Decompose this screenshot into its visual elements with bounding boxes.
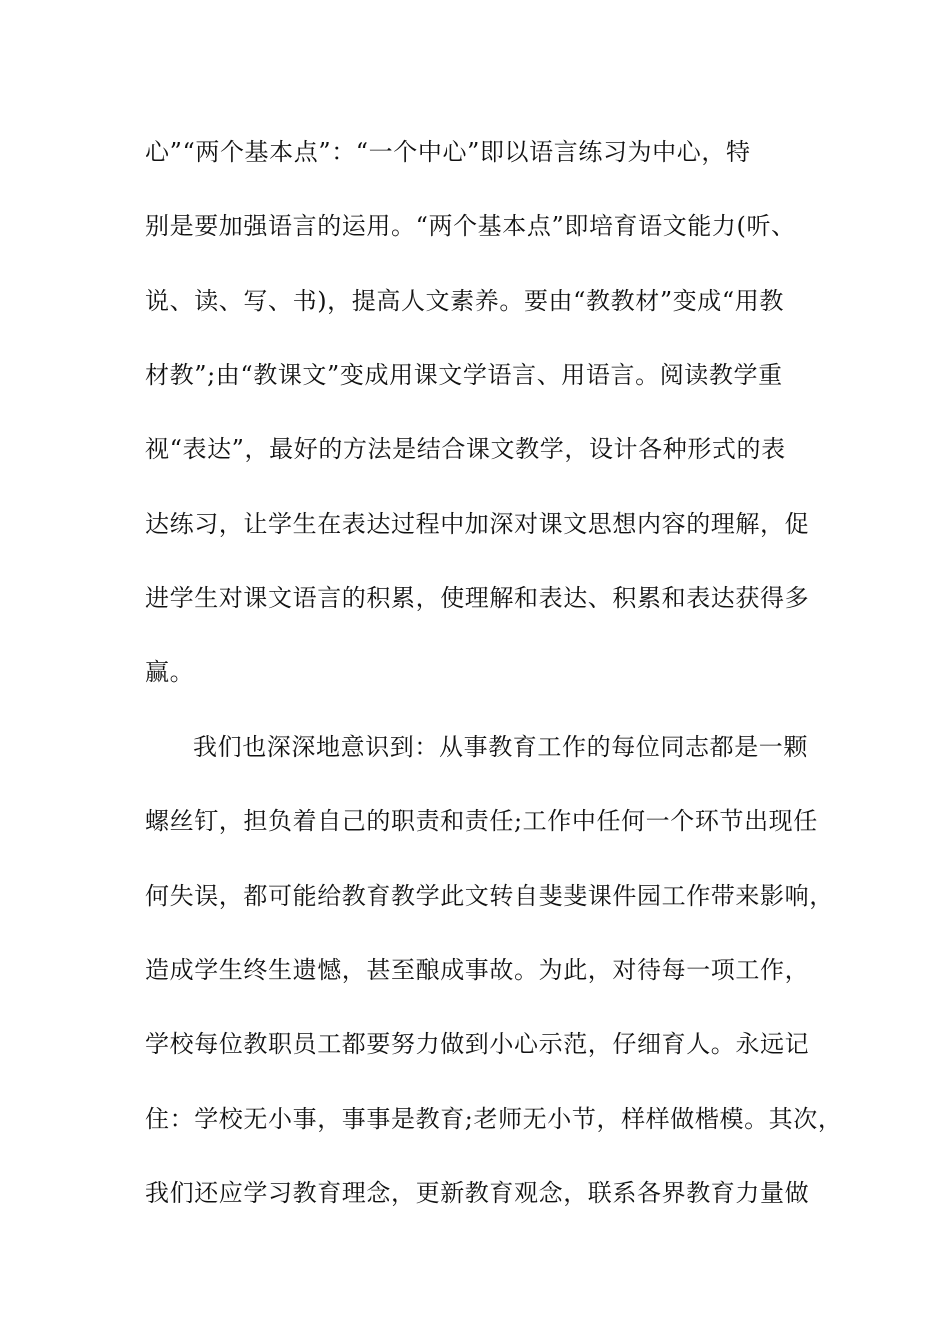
text-line: 螺丝钉，担负着自己的职责和责任;工作中任何一个环节出现任 xyxy=(145,807,818,835)
text-line: 赢。 xyxy=(145,658,195,686)
text-line: 学校每位教职员工都要努力做到小心示范，仔细育人。永远记 xyxy=(145,1030,810,1058)
text-line: 说、读、写、书)，提高人文素养。要由“教教材”变成“用教 xyxy=(145,287,784,315)
text-line: 材教”;由“教课文”变成用课文学语言、用语言。阅读教学重 xyxy=(145,361,783,389)
paragraph-first-line: 我们也深深地意识到：从事教育工作的每位同志都是一颗 xyxy=(193,733,808,761)
text-line: 进学生对课文语言的积累，使理解和表达、积累和表达获得多 xyxy=(145,584,810,612)
text-line: 住：学校无小事，事事是教育;老师无小节，样样做楷模。其次， xyxy=(145,1105,843,1133)
text-line: 视“表达”，最好的方法是结合课文教学，设计各种形式的表 xyxy=(145,435,786,463)
text-line: 别是要加强语言的运用。“两个基本点”即培育语文能力(听、 xyxy=(145,212,796,240)
text-line: 心”“两个基本点”：“一个中心”即以语言练习为中心，特 xyxy=(145,138,751,166)
text-line: 造成学生终生遗憾，甚至酿成事故。为此，对待每一项工作， xyxy=(145,956,810,984)
text-line: 我们还应学习教育理念，更新教育观念，联系各界教育力量做 xyxy=(145,1179,810,1207)
text-line: 达练习，让学生在表达过程中加深对课文思想内容的理解，促 xyxy=(145,510,810,538)
text-line: 何失误，都可能给教育教学此文转自斐斐课件园工作带来影响， xyxy=(145,882,834,910)
